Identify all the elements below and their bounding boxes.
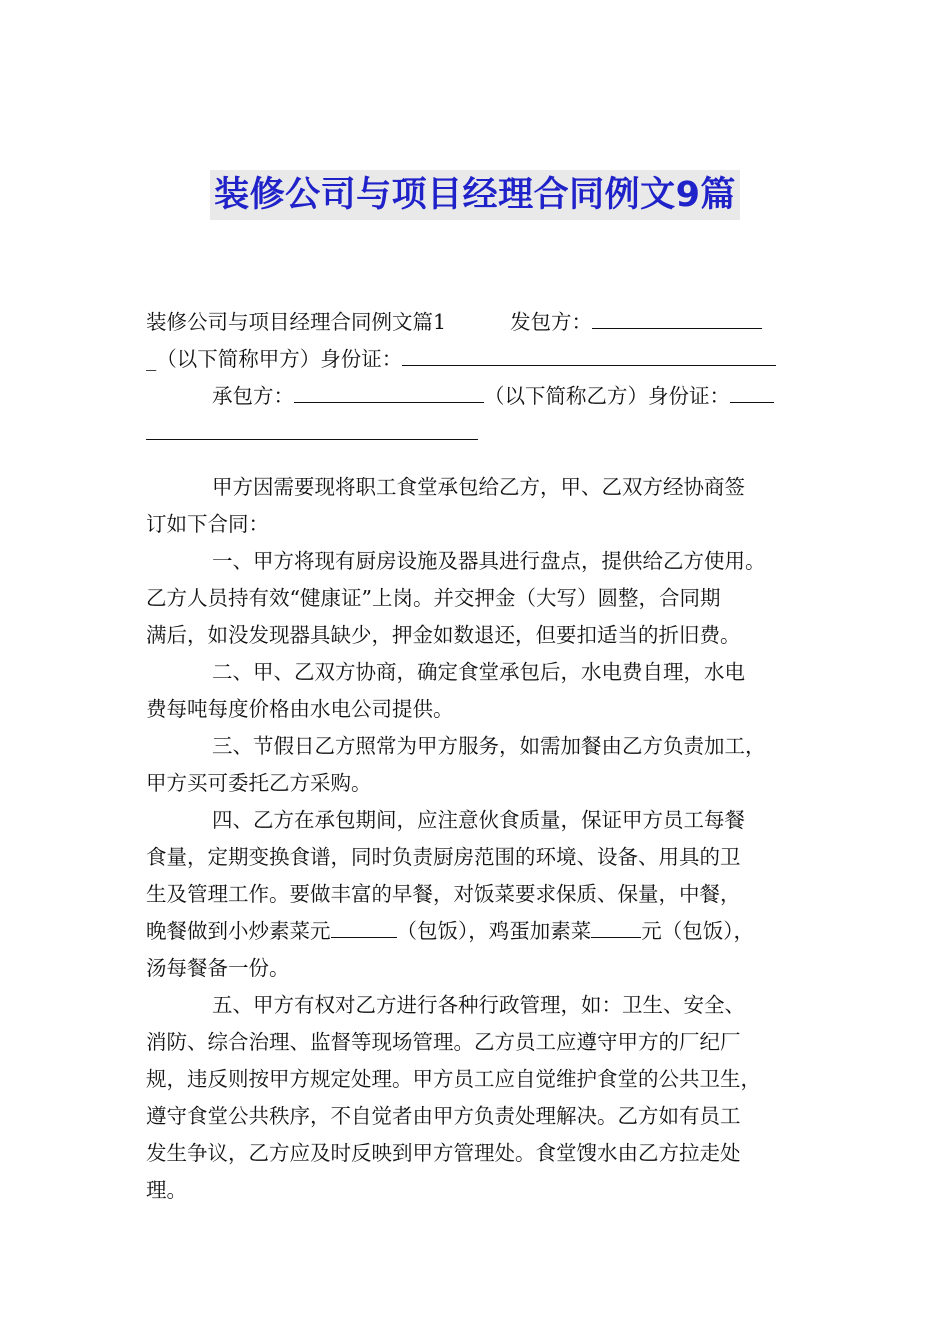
paragraph-line: 满后，如没发现器具缺少，押金如数退还，但要扣适当的折旧费。 xyxy=(146,623,741,647)
paragraph-line: 汤每餐备一份。 xyxy=(146,956,290,980)
contract-subtitle: 装修公司与项目经理合同例文篇1 xyxy=(146,310,447,334)
header-line-3 xyxy=(146,378,806,415)
vegetable-price-blank xyxy=(331,913,397,938)
paragraph-line: 订如下合同： xyxy=(146,512,269,536)
paragraph-line: 费每吨每度价格由水电公司提供。 xyxy=(146,697,454,721)
meal-price-text-3: 元（包饭）， xyxy=(641,919,754,943)
paragraph-line: 四、乙方在承包期间，应注意伙食质量，保证甲方员工每餐 xyxy=(212,808,745,832)
meal-price-text-1: 晚餐做到小炒素菜元 xyxy=(146,919,331,943)
paragraph-line: 甲方买可委托乙方采购。 xyxy=(146,771,372,795)
paragraph-line: 一、甲方将现有厨房设施及器具进行盘点，提供给乙方使用。 xyxy=(212,549,766,573)
party-a-label: 发包方： xyxy=(510,310,593,334)
paragraph-line: 食量，定期变换食谱，同时负责厨房范围的环境、设备、用具的卫 xyxy=(146,845,741,869)
document-title-block xyxy=(0,170,950,229)
party-b-label: 承包方： xyxy=(212,384,294,408)
paragraph-line: 理。 xyxy=(146,1178,187,1202)
header-line-1 xyxy=(146,304,806,341)
egg-dish-price-blank xyxy=(591,913,641,938)
party-b-id-blank-start xyxy=(730,378,774,403)
header-line-2 xyxy=(146,341,806,378)
paragraph-line: 消防、综合治理、监督等现场管理。乙方员工应遵守甲方的厂纪厂 xyxy=(146,1030,741,1054)
meal-price-line xyxy=(146,913,806,950)
paragraph-line: 生及管理工作。要做丰富的早餐，对饭菜要求保质、保量，中餐， xyxy=(146,882,741,906)
party-b-short-text: （以下简称乙方）身份证： xyxy=(484,384,730,408)
paragraph-line: 五、甲方有权对乙方进行各种行政管理，如：卫生、安全、 xyxy=(212,993,745,1017)
party-b-name-blank xyxy=(294,378,484,403)
paragraph-line: 二、甲、乙双方协商，确定食堂承包后，水电费自理，水电 xyxy=(212,660,745,684)
party-a-short-text: _（以下简称甲方）身份证： xyxy=(146,347,403,371)
party-a-name-blank xyxy=(592,304,762,329)
paragraph-line: 规，违反则按甲方规定处理。甲方员工应自觉维护食堂的公共卫生， xyxy=(146,1067,761,1091)
document-title: 装修公司与项目经理合同例文9篇 xyxy=(210,170,740,220)
party-b-id-blank-end xyxy=(146,415,478,440)
paragraph-line: 发生争议，乙方应及时反映到甲方管理处。食堂馊水由乙方拉走处 xyxy=(146,1141,741,1165)
document-body xyxy=(146,304,806,1209)
party-a-id-blank xyxy=(402,341,776,366)
header-line-4 xyxy=(146,415,806,452)
paragraph-line: 甲方因需要现将职工食堂承包给乙方，甲、乙双方经协商签 xyxy=(212,475,745,499)
meal-price-text-2: （包饭），鸡蛋加素菜 xyxy=(396,919,592,943)
paragraph-line: 遵守食堂公共秩序，不自觉者由甲方负责处理解决。乙方如有员工 xyxy=(146,1104,741,1128)
paragraph-line: 三、节假日乙方照常为甲方服务，如需加餐由乙方负责加工， xyxy=(212,734,766,758)
paragraph-line: 乙方人员持有效“健康证”上岗。并交押金（大写）圆整，合同期 xyxy=(146,586,721,610)
